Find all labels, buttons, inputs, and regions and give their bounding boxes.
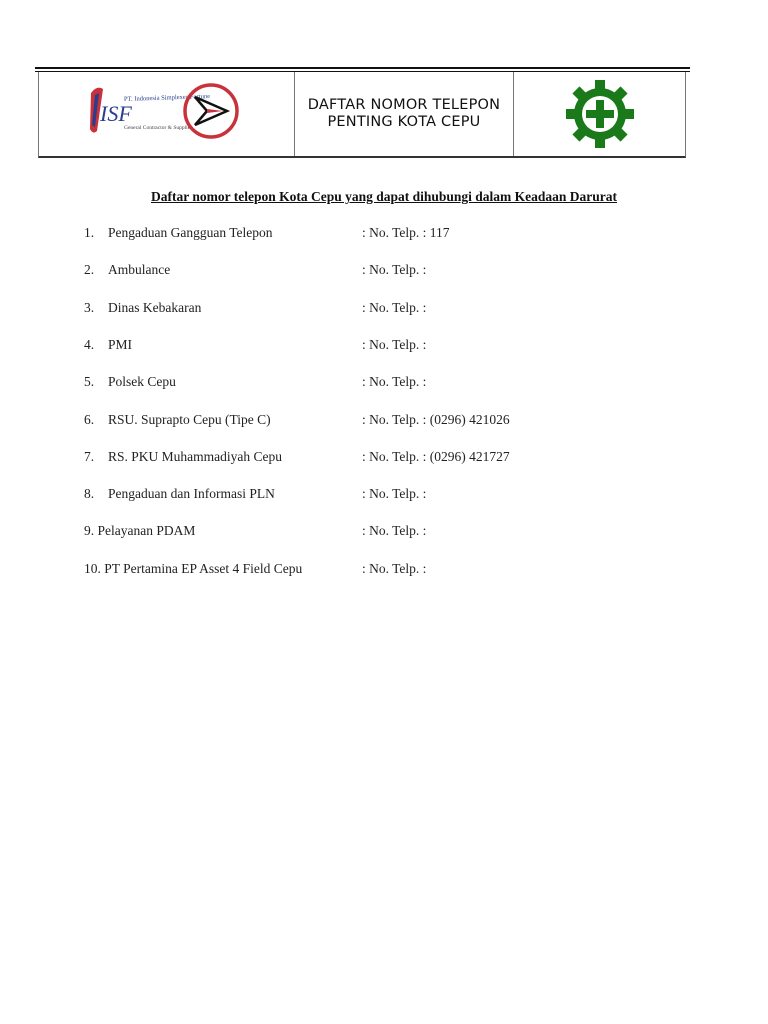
item-label-text: PT Pertamina EP Asset 4 Field Cepu: [104, 560, 303, 576]
item-label: RSU. Suprapto Cepu (Tipe C): [108, 411, 271, 427]
isf-brand-text: ISF: [99, 101, 132, 126]
item-number: 8.: [84, 486, 95, 502]
isf-logo-icon: [87, 79, 247, 149]
item-phone: : No. Telp. :: [362, 523, 427, 539]
item-number: 3.: [84, 299, 95, 315]
k3-logo-cell: [514, 72, 685, 156]
item-number: 9.: [84, 523, 95, 539]
item-label: RS. PKU Muhammadiyah Cepu: [108, 448, 282, 464]
item-label: [84, 523, 195, 539]
item-number: 6.: [84, 411, 95, 427]
item-phone: : No. Telp. : (0296) 421727: [362, 448, 510, 464]
item-number: 7.: [84, 448, 95, 464]
item-label: Ambulance: [108, 262, 171, 278]
item-phone: : No. Telp. :: [362, 262, 427, 278]
item-label-text: Pelayanan PDAM: [97, 523, 196, 539]
item-number: 4.: [84, 336, 95, 352]
isf-tagline-text: General Contractor & Supplier: [123, 125, 192, 131]
isf-company-text: PT. Indonesia Simplexes Fortune: [123, 92, 210, 103]
item-label: Pengaduan Gangguan Telepon: [108, 225, 273, 240]
header-top-rule: [35, 67, 690, 69]
item-number: 2.: [84, 262, 95, 278]
item-phone: : No. Telp. :: [362, 299, 427, 315]
item-phone: : No. Telp. : 117: [362, 225, 450, 240]
item-number: 5.: [84, 374, 95, 390]
item-phone: : No. Telp. :: [362, 486, 427, 502]
item-label: PMI: [108, 336, 133, 352]
title-cell: [295, 72, 514, 156]
item-label: Dinas Kebakaran: [108, 299, 202, 315]
item-label: Pengaduan dan Informasi PLN: [108, 486, 275, 502]
header-table: [38, 72, 686, 158]
item-phone: : No. Telp. : (0296) 421026: [362, 411, 510, 427]
item-number: 10.: [84, 560, 101, 576]
company-logo: [87, 79, 247, 149]
item-phone: : No. Telp. :: [362, 374, 427, 390]
document-subtitle: Daftar nomor telepon Kota Cepu yang dapat dihubungi dalam Keadaan Darurat: [150, 189, 618, 204]
item-number: 1.: [84, 225, 95, 240]
item-phone: : No. Telp. :: [362, 336, 427, 352]
item-label: [84, 561, 302, 577]
company-logo-cell: [39, 72, 295, 156]
item-phone: : No. Telp. :: [362, 560, 427, 576]
item-label: Polsek Cepu: [108, 374, 176, 390]
page-title: DAFTAR NOMOR TELEPON PENTING KOTA CEPU: [307, 97, 501, 130]
k3-safety-gear-icon: [565, 79, 635, 149]
